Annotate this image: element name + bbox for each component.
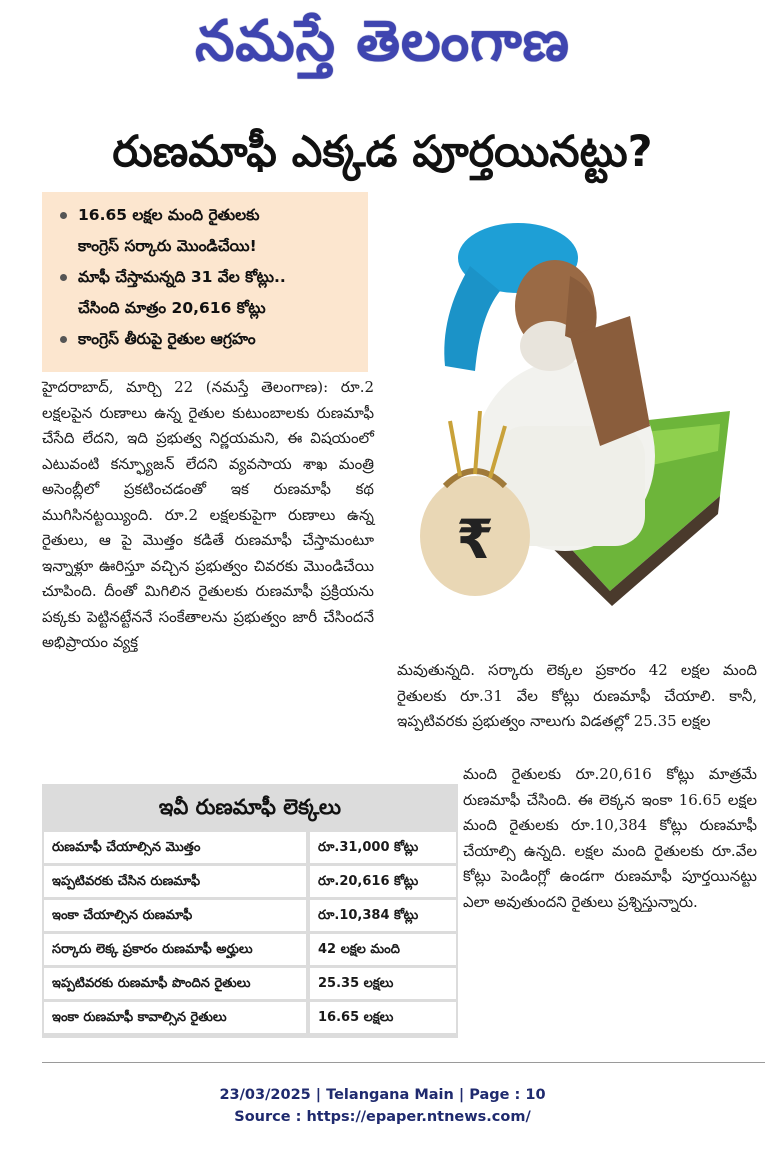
row-value: రూ.10,384 కోట్లు <box>310 900 456 931</box>
row-value: 42 లక్షల మంది <box>310 934 456 965</box>
highlight-item <box>52 200 360 262</box>
article-text: మంది రైతులకు రూ.20,616 కోట్లు మాత్రమే రుణమాఫీ చేసింది. ఈ లెక్కన ఇంకా 16.65 లక్షల మంది రైతులకు రూ.10,384 కోట్లు రుణమాఫీ చేయాల్సి ఉన్నది. లక్షల మంది రైతులకు రూ.వేల కోట్లు పెండింగ్లో ఉండగా రుణమాఫీ పూర్తయినట్టు ఎలా అవుతుందని రైతులు ప్రశ్నిస్తున్నారు. <box>463 765 757 911</box>
article-column-2-top <box>397 658 757 735</box>
row-value: రూ.20,616 కోట్లు <box>310 866 456 897</box>
footer <box>0 1084 765 1128</box>
row-label: సర్కారు లెక్క ప్రకారం రుణమాఫీ అర్హులు <box>44 934 306 965</box>
table-title: ఇవీ రుణమాఫీ లెక్కలు <box>158 795 342 819</box>
article-headline: రుణమాఫీ ఎక్కడ పూర్తయినట్టు? <box>112 127 653 177</box>
footer-source-link[interactable]: Source : https://epaper.ntnews.com/ <box>234 1109 531 1125</box>
footer-date-edition: 23/03/2025 | Telangana Main | Page : 10 <box>219 1087 546 1103</box>
article-text: మవుతున్నది. సర్కారు లెక్కల ప్రకారం 42 లక్షల మంది రైతులకు రూ.31 వేల కోట్లు రుణమాఫీ చేయాలి. కానీ, ఇప్పటివరకు ప్రభుత్వం నాలుగు విడతల్లో 25.35 లక్షల <box>397 661 757 730</box>
table-row <box>42 968 458 999</box>
article-column-2 <box>463 762 757 915</box>
row-label: ఇప్పటివరకు రుణమాఫీ పొందిన రైతులు <box>44 968 306 999</box>
highlight-text: కాంగ్రెస్ సర్కారు మొండిచేయి! <box>78 237 257 255</box>
masthead-logo: నమస్తే తెలంగాణ <box>195 9 570 74</box>
bullet-icon <box>60 274 67 281</box>
highlights-box <box>42 192 368 372</box>
row-value: 25.35 లక్షలు <box>310 968 456 999</box>
farmer-photo <box>400 196 730 621</box>
footer-divider <box>42 1062 765 1063</box>
bullet-icon <box>60 212 67 219</box>
farmer-with-money-bag-illustration <box>400 196 730 621</box>
row-label: ఇంకా చేయాల్సిన రుణమాఫీ <box>44 900 306 931</box>
loan-waiver-table <box>42 784 458 1038</box>
row-label: ఇంకా రుణమాఫీ కావాల్సిన రైతులు <box>44 1002 306 1033</box>
row-value: 16.65 లక్షలు <box>310 1002 456 1033</box>
table-row <box>42 866 458 897</box>
article-column-1 <box>42 375 374 656</box>
highlight-text: కాంగ్రెస్ తీరుపై రైతుల ఆగ్రహం <box>78 330 256 348</box>
table-row <box>42 934 458 965</box>
highlight-item <box>52 324 360 355</box>
article-text: హైదరాబాద్, మార్చి 22 (నమస్తే తెలంగాణ): రూ.2 లక్షలపైన రుణాలు ఉన్న రైతుల కుటుంబాలకు రుణమాఫీ చేసేది లేదని, ఇది ప్రభుత్వ నిర్ణయమని, ఈ విషయంలో ఎటువంటి కన్ఫ్యూజన్ లేదని వ్యవసాయ శాఖ మంత్రి అసెంబ్లీలో ప్రకటించడంతో ఇక రుణమాఫీ కథ ముగిసినట్టయ్యింది. రూ.2 లక్షలకుపైగా రుణాలు ఉన్న రైతులు, ఆ పై మొత్తం కడితే రుణమాఫీ చేస్తామంటూ ఇన్నాళ్లూ ఊరిస్తూ వచ్చిన ప్రభుత్వం చివరకు మొండిచేయి చూపింది. దీంతో మిగిలిన రైతులకు రుణమాఫీ ప్రక్రియను పక్కకు పెట్టినట్టేననే సంకేతాలను ప్రభుత్వం జారీ చేసిందనే అభిప్రాయం వ్యక్త <box>42 378 374 651</box>
highlight-item <box>52 262 360 324</box>
highlight-text: 16.65 లక్షల మంది రైతులకు <box>78 206 260 224</box>
row-label: రుణమాఫీ చేయాల్సిన మొత్తం <box>44 832 306 863</box>
row-label: ఇప్పటివరకు చేసిన రుణమాఫీ <box>44 866 306 897</box>
highlight-text: మాఫీ చేస్తామన్నది 31 వేల కోట్లు.. <box>78 268 286 286</box>
table-row <box>42 1002 458 1033</box>
highlight-text: చేసింది మాత్రం 20,616 కోట్లు <box>78 299 266 317</box>
table-row <box>42 900 458 931</box>
bullet-icon <box>60 336 67 343</box>
table-row <box>42 832 458 863</box>
rupee-icon: ₹ <box>456 508 494 571</box>
row-value: రూ.31,000 కోట్లు <box>310 832 456 863</box>
